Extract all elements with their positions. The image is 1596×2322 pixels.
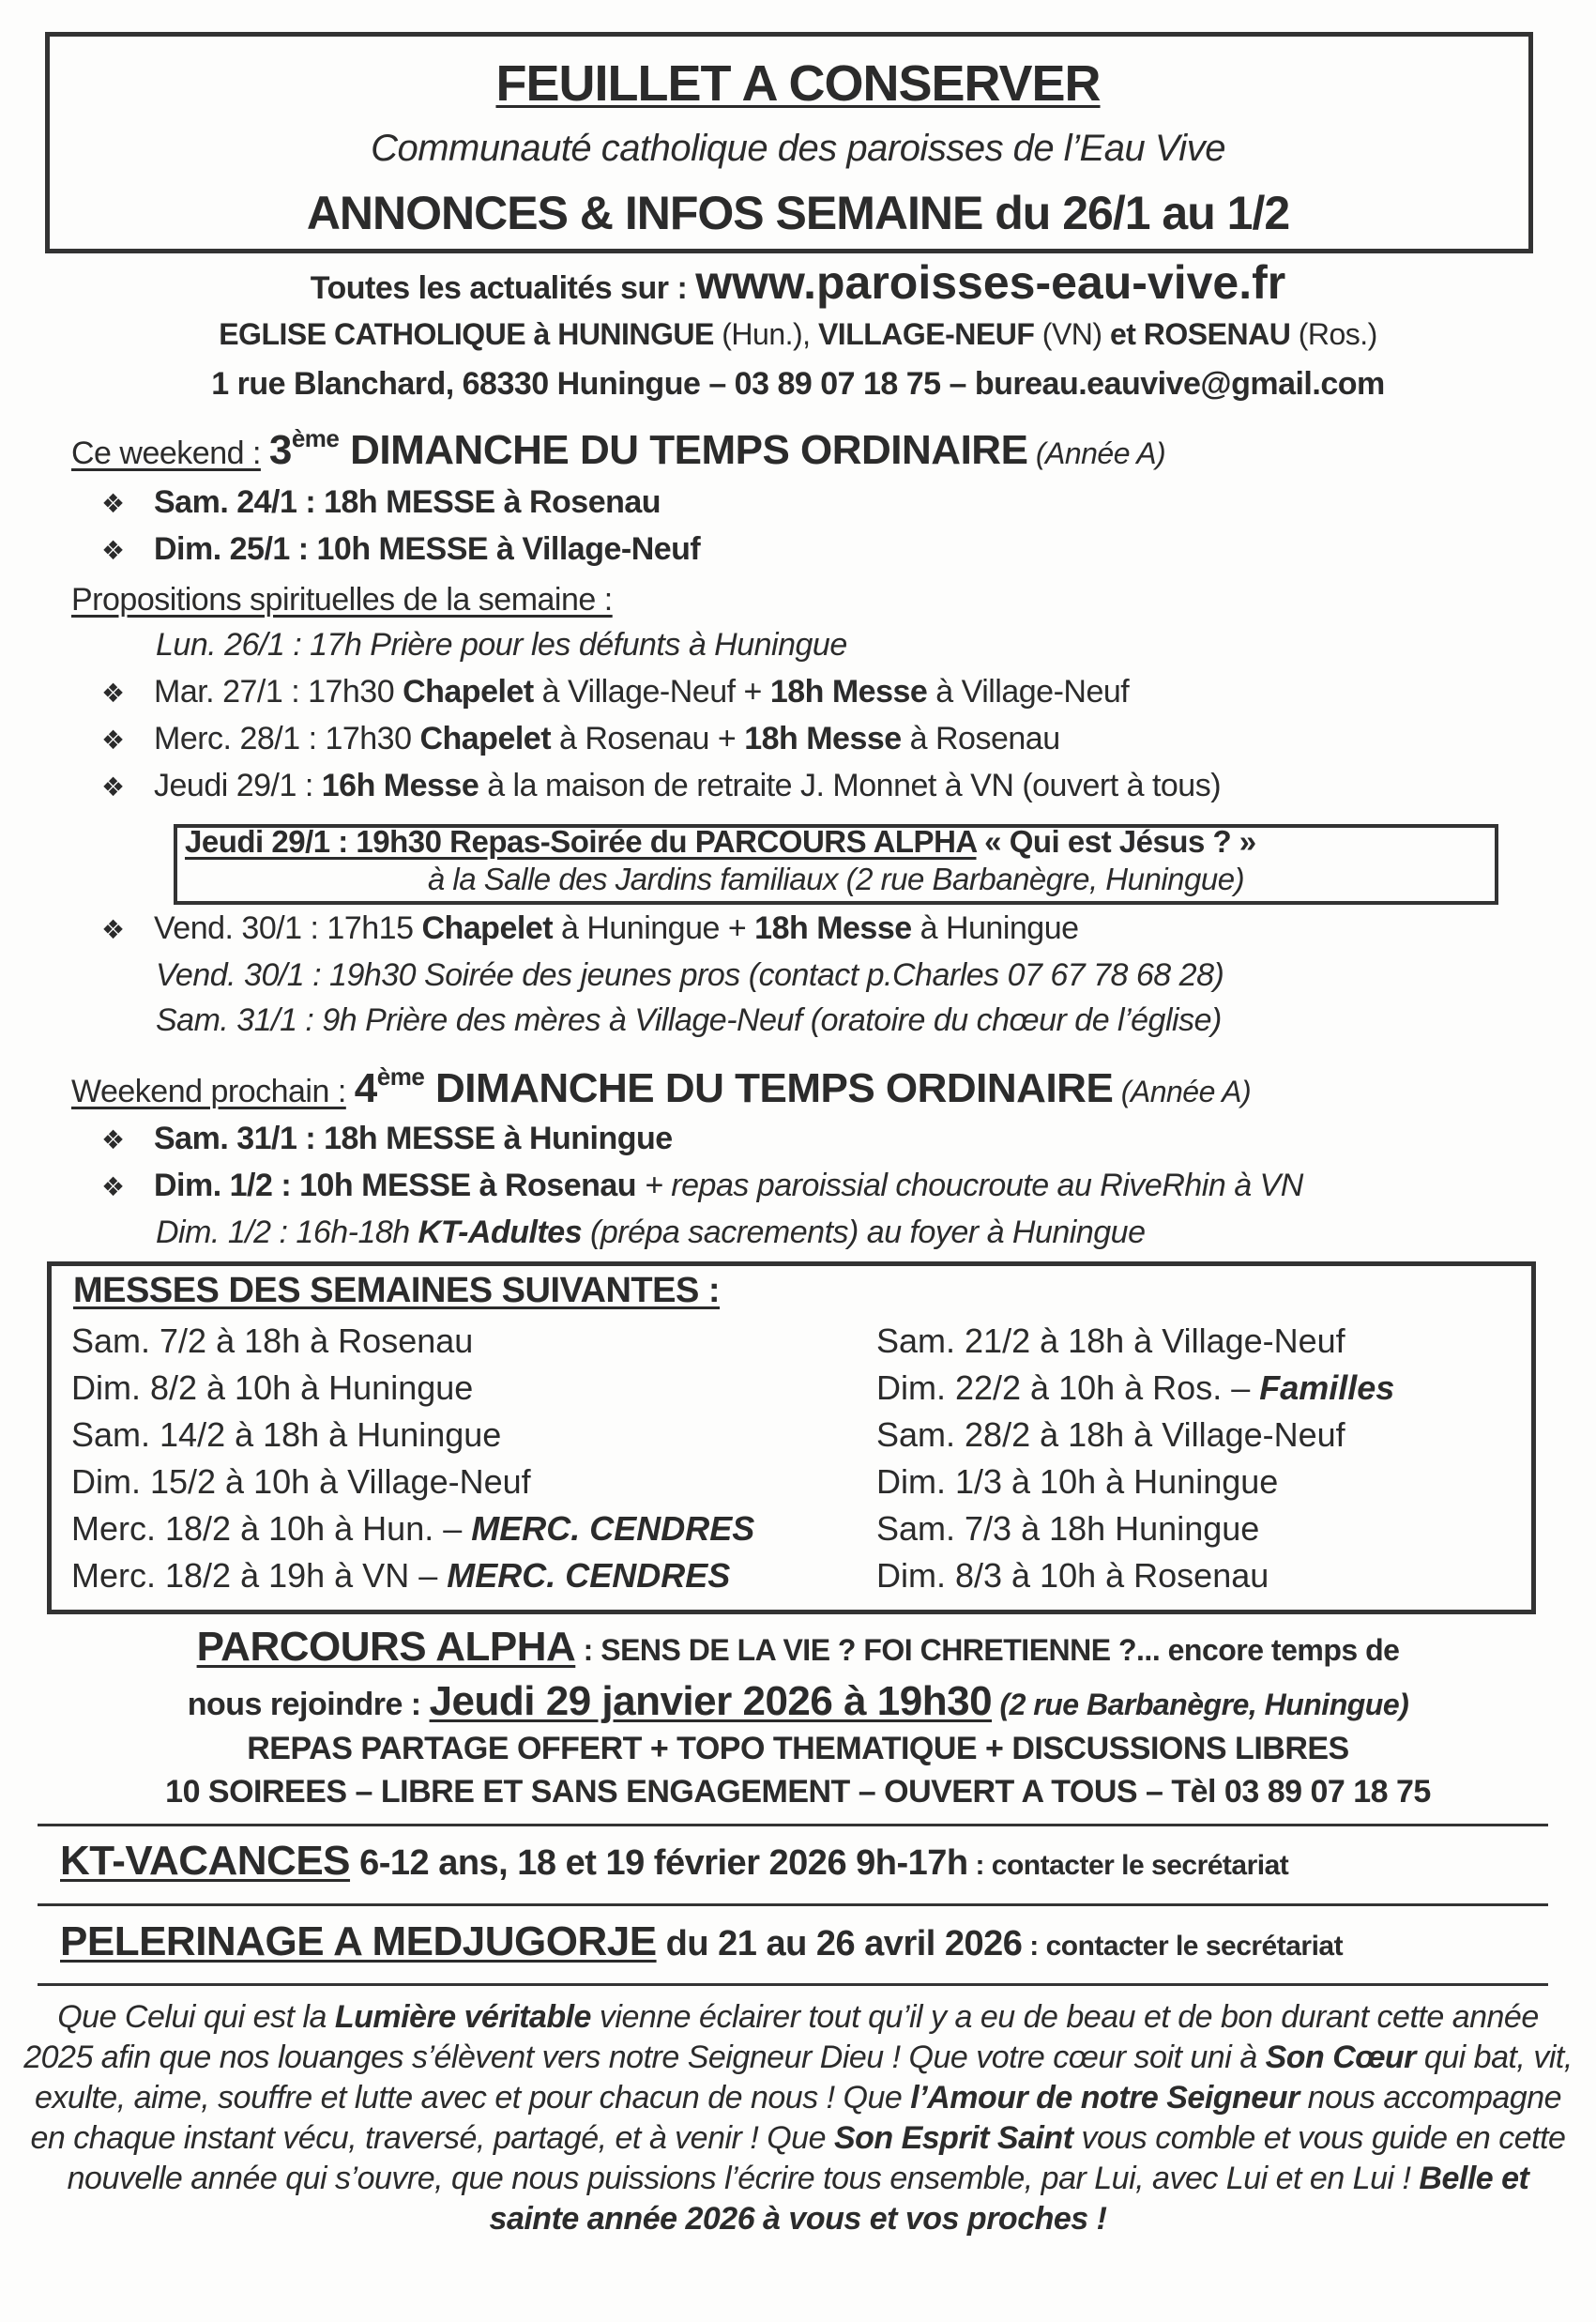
item-text: Chapelet	[421, 910, 554, 946]
divider	[38, 1824, 1548, 1826]
alpha-box-title: Jeudi 29/1 : 19h30 Repas-Soirée du PARCOURS ALPHA	[185, 824, 977, 859]
masses-left-column	[71, 1318, 754, 1599]
item-text: Vend. 30/1 : 17h15	[154, 910, 422, 946]
item-text: Lun. 26/1 : 17h Prière pour les défunts à Huningue	[156, 627, 847, 663]
list-item	[101, 531, 700, 568]
ordinal-suffix: ème	[291, 424, 340, 452]
mass-entry: Merc. 18/2 à 19h à VN – MERC. CENDRES	[71, 1556, 731, 1595]
list-item	[101, 1121, 673, 1157]
item-text: 16h Messe	[321, 768, 479, 803]
pilgrimage-title: PELERINAGE A MEDJUGORJE	[60, 1918, 657, 1964]
item-text: 18h Messe	[769, 674, 928, 710]
closing-text: vienne éclairer tout qu’il y a eu de beau et de bon durant cette année 2025 afin que nos louanges s’élèvent vers notre Seigneur Dieu ! Que votre cœur soit uni à	[23, 1999, 1539, 2075]
mass-entry: Dim. 15/2 à 10h à Village-Neuf	[71, 1462, 531, 1501]
propositions-label: Propositions spirituelles de la semaine :	[71, 582, 613, 618]
closing-text: vous comble et vous guide en cette nouvelle année qui s’ouvre, que nous puissions l’écrire tous ensemble, par Lui, avec Lui et en Lui !	[67, 2120, 1566, 2196]
alpha-box-location: à la Salle des Jardins familiaux (2 rue Barbanègre, Huningue)	[427, 862, 1245, 896]
closing-text: Belle et sainte année 2026 à vous et vos proches !	[489, 2161, 1529, 2237]
item-text: à Rosenau	[901, 721, 1060, 756]
mass-entry: Dim. 8/3 à 10h à Rosenau	[876, 1556, 1269, 1595]
item-text: à Huningue	[911, 910, 1079, 946]
alpha-box-line1	[185, 824, 1256, 860]
closing-wishes	[19, 1997, 1577, 2239]
alpha-line-3: REPAS PARTAGE OFFERT + TOPO THEMATIQUE + DISCUSSIONS LIBRES	[247, 1731, 1349, 1766]
page-title	[0, 54, 1596, 113]
church-part: EGLISE CATHOLIQUE à HUNINGUE	[219, 317, 714, 351]
item-text: Dim. 1/2 : 16h-18h	[156, 1214, 418, 1250]
mass-note: MERC. CENDRES	[447, 1556, 731, 1595]
pilgrimage-details: du 21 au 26 avril 2026	[656, 1924, 1023, 1963]
church-part: VILLAGE-NEUF	[817, 317, 1035, 351]
pilgrimage-contact: : contacter le secrétariat	[1022, 1931, 1344, 1962]
church-part: et ROSENAU	[1109, 317, 1291, 351]
divider	[38, 1983, 1548, 1986]
item-text: Sam. 31/1 : 9h Prière des mères à Village-Neuf (oratoire du chœur de l’église)	[156, 1002, 1222, 1038]
alpha-line2-prefix: nous rejoindre :	[187, 1687, 430, 1722]
community-subtitle: Communauté catholique des paroisses de l’Eau Vive	[371, 128, 1225, 169]
next-weekend-label: Weekend prochain :	[71, 1074, 346, 1109]
closing-text: Son Cœur	[1265, 2039, 1416, 2075]
next-weekend-heading	[71, 1062, 1251, 1112]
mass-note: MERC. CENDRES	[471, 1509, 755, 1548]
alpha-title: PARCOURS ALPHA	[196, 1624, 576, 1670]
address-line: 1 rue Blanchard, 68330 Huningue – 03 89 07 18 75 – bureau.eauvive@gmail.com	[211, 366, 1385, 402]
masses-right-column	[876, 1318, 1394, 1599]
sunday-title: DIMANCHE DU TEMPS ORDINAIRE	[339, 427, 1028, 473]
diamond-bullet-icon: ❖	[101, 726, 125, 755]
alpha-line-1	[0, 1624, 1596, 1671]
item-text: + repas paroissial choucroute au RiveRhin à VN	[636, 1168, 1303, 1203]
this-weekend-heading	[71, 424, 1165, 474]
list-item	[156, 627, 847, 664]
closing-text: Que Celui qui est la	[57, 1999, 335, 2035]
kt-vacances-details: 6-12 ans, 18 et 19 février 2026 9h-17h	[350, 1843, 968, 1883]
ordinal-suffix: ème	[376, 1062, 425, 1091]
item-text: Merc. 28/1 : 17h30	[154, 721, 420, 756]
list-item	[101, 674, 1129, 710]
list-item	[101, 721, 1060, 757]
item-text: à Village-Neuf +	[533, 674, 770, 710]
closing-text: nous accompagne en chaque instant vécu, traversé, partagé, et à venir ! Que	[30, 2080, 1562, 2156]
diamond-bullet-icon: ❖	[101, 915, 125, 944]
item-text: 18h Messe	[744, 721, 902, 756]
list-item	[156, 1214, 1146, 1251]
diamond-bullet-icon: ❖	[101, 489, 125, 518]
diamond-bullet-icon: ❖	[101, 1125, 125, 1154]
item-text: à Huningue +	[553, 910, 755, 946]
item-text: Mar. 27/1 : 17h30	[154, 674, 403, 710]
diamond-bullet-icon: ❖	[101, 1172, 125, 1201]
item-text: Vend. 30/1 : 19h30 Soirée des jeunes pros (contact p.Charles 07 67 78 68 28)	[156, 957, 1224, 993]
alpha-box-question: « Qui est Jésus ? »	[976, 824, 1256, 859]
news-prefix: Toutes les actualités sur :	[310, 270, 696, 306]
mass-entry: Sam. 7/3 à 18h Huningue	[876, 1509, 1260, 1548]
this-weekend-label: Ce weekend :	[71, 435, 261, 471]
alpha-place: (2 rue Barbanègre, Huningue)	[992, 1688, 1409, 1721]
item-text: (prépa sacrements) au foyer à Huningue	[582, 1214, 1146, 1250]
mass-entry: Sam. 21/2 à 18h à Village-Neuf	[876, 1321, 1345, 1360]
church-part: (Hun.),	[713, 317, 818, 351]
pilgrimage-line	[60, 1918, 1343, 1965]
kt-vacances-title: KT-VACANCES	[60, 1838, 351, 1884]
divider	[38, 1903, 1548, 1906]
closing-text: qui bat, vit, exulte, aime, souffre et lutte avec et pour chacun de nous ! Que	[34, 2039, 1573, 2116]
week-range-heading: ANNONCES & INFOS SEMAINE du 26/1 au 1/2	[306, 187, 1290, 239]
item-text: KT-Adultes	[418, 1214, 583, 1250]
item-text: Sam. 31/1 : 18h MESSE à Huningue	[154, 1121, 673, 1156]
mass-entry: Dim. 1/3 à 10h à Huningue	[876, 1462, 1279, 1501]
page-title-text: FEUILLET A CONSERVER	[495, 55, 1101, 112]
kt-vacances-line	[60, 1838, 1288, 1885]
item-text: à Rosenau +	[551, 721, 745, 756]
mass-entry: Dim. 22/2 à 10h à Ros. – Familles	[876, 1368, 1395, 1407]
item-text: à la maison de retraite J. Monnet à VN (ouvert à tous)	[479, 768, 1222, 803]
alpha-line-2	[0, 1678, 1596, 1725]
alpha-line1-text: : SENS DE LA VIE ? FOI CHRETIENNE ?... encore temps de	[575, 1633, 1400, 1667]
ordinal: 3	[268, 427, 292, 473]
list-item	[101, 910, 1079, 947]
mass-entry: Sam. 7/2 à 18h à Rosenau	[71, 1321, 474, 1360]
upcoming-masses-title	[73, 1271, 720, 1311]
list-item	[101, 768, 1221, 804]
list-item	[156, 957, 1224, 994]
liturgical-year: (Année A)	[1113, 1075, 1252, 1108]
list-item	[101, 484, 661, 521]
list-item	[101, 1168, 1303, 1204]
church-part: (VN)	[1034, 317, 1110, 351]
sunday-title: DIMANCHE DU TEMPS ORDINAIRE	[424, 1065, 1114, 1111]
kt-vacances-contact: : contacter le secrétariat	[967, 1850, 1289, 1881]
upcoming-masses-title-text: MESSES DES SEMAINES SUIVANTES :	[73, 1271, 721, 1310]
item-text: Jeudi 29/1 :	[154, 768, 322, 803]
item-text: 18h Messe	[754, 910, 912, 946]
item-text: Chapelet	[403, 674, 534, 710]
church-line	[0, 317, 1596, 352]
website-link[interactable]: www.paroisses-eau-vive.fr	[695, 256, 1286, 309]
news-line	[0, 255, 1596, 310]
diamond-bullet-icon: ❖	[101, 679, 125, 708]
mass-entry: Sam. 14/2 à 18h à Huningue	[71, 1415, 502, 1454]
liturgical-year: (Année A)	[1027, 436, 1166, 470]
item-text: Sam. 24/1 : 18h MESSE à Rosenau	[154, 484, 661, 520]
diamond-bullet-icon: ❖	[101, 536, 125, 565]
propositions-heading	[71, 582, 613, 619]
item-text: Dim. 25/1 : 10h MESSE à Village-Neuf	[154, 531, 701, 567]
mass-note: Familles	[1259, 1368, 1395, 1407]
mass-entry: Dim. 8/2 à 10h à Huningue	[71, 1368, 474, 1407]
church-part: (Ros.)	[1290, 317, 1377, 351]
closing-text: Son Esprit Saint	[833, 2120, 1073, 2156]
alpha-line-4: 10 SOIREES – LIBRE ET SANS ENGAGEMENT – OUVERT A TOUS – Tèl 03 89 07 18 75	[165, 1774, 1431, 1810]
alpha-date: Jeudi 29 janvier 2026 à 19h30	[429, 1678, 993, 1724]
item-text: Chapelet	[419, 721, 552, 756]
mass-entry: Sam. 28/2 à 18h à Village-Neuf	[876, 1415, 1345, 1454]
item-text: à Village-Neuf	[927, 674, 1130, 710]
mass-entry: Merc. 18/2 à 10h à Hun. – MERC. CENDRES	[71, 1509, 755, 1548]
item-text: Dim. 1/2 : 10h MESSE à Rosenau	[154, 1168, 637, 1203]
diamond-bullet-icon: ❖	[101, 772, 125, 802]
closing-text: Lumière véritable	[334, 1999, 591, 2035]
closing-text: l’Amour de notre Seigneur	[910, 2080, 1300, 2116]
list-item	[156, 1002, 1222, 1039]
ordinal: 4	[354, 1065, 377, 1111]
